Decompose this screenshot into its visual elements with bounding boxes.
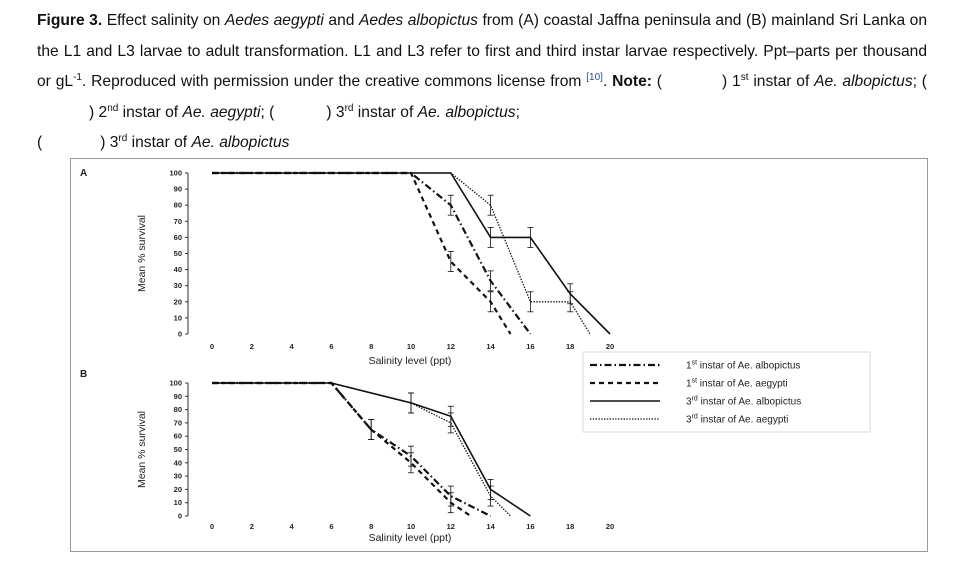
caption-text: instar of: [118, 103, 183, 121]
x-tick-label: 12: [446, 342, 455, 351]
caption-text: Effect salinity on: [102, 12, 225, 29]
caption-text: (: [37, 134, 43, 151]
figure-label: Figure 3.: [37, 12, 103, 29]
superscript: rd: [344, 102, 354, 114]
series-line-dotted: [212, 383, 511, 516]
y-tick-label: 80: [173, 405, 182, 415]
y-tick-label: 20: [173, 297, 182, 307]
x-tick-label: 6: [329, 342, 334, 351]
caption-text: ) 1: [722, 73, 741, 90]
y-tick-label: 30: [173, 281, 182, 291]
caption-text: instar of: [748, 73, 815, 90]
caption-text: ) 2: [89, 103, 108, 121]
legend-entry-label: 1st instar of Ae. aegypti: [686, 377, 788, 390]
y-tick-label: 90: [173, 391, 182, 401]
x-tick-label: 0: [209, 342, 215, 351]
caption-text: .: [602, 73, 613, 90]
y-tick-label: 40: [173, 458, 182, 468]
legend-entry-label: 1st instar of Ae. albopictus: [686, 359, 801, 372]
x-tick-label: 0: [209, 522, 215, 531]
x-tick-label: 18: [566, 522, 575, 531]
caption-text: from (A) coastal Jaffna peninsula and (B) mainland Sri Lanka on the L1 and L3 larvae to adult transformation. L1 and L3 refer to first and third instar larvae respectively. Ppt–parts per thousand or gL: [37, 12, 927, 90]
y-tick-label: 0: [177, 511, 182, 521]
y-tick-label: 80: [173, 200, 182, 210]
series-line-dotted: [212, 173, 590, 334]
species-name: Ae. albopictus: [417, 103, 516, 121]
caption-text: instar of: [353, 103, 418, 121]
superscript: st: [740, 71, 749, 83]
x-tick-label: 4: [289, 342, 294, 351]
y-tick-label: 20: [173, 484, 182, 494]
y-tick-label: 50: [173, 445, 182, 454]
species-name: Ae. albopictus: [814, 73, 913, 90]
y-axis-label: Mean % survival: [136, 214, 148, 293]
caption-text: ) 3: [326, 103, 345, 121]
x-tick-label: 16: [526, 342, 535, 351]
x-tick-label: 6: [329, 522, 334, 531]
y-tick-label: 70: [173, 418, 182, 428]
legend-entry-label: 3rd instar of Ae. aegypti: [686, 413, 789, 426]
panel-label: A: [80, 168, 88, 179]
chart-panel-b: [80, 369, 614, 544]
x-tick-label: 2: [249, 522, 254, 531]
series-line-solid: [212, 173, 610, 334]
x-tick-label: 20: [605, 522, 615, 531]
x-tick-label: 8: [369, 342, 374, 351]
y-tick-label: 50: [173, 249, 182, 258]
x-tick-label: 8: [369, 522, 374, 531]
species-name: Aedes aegypti: [224, 12, 324, 29]
series-line-dashdot: [212, 383, 491, 516]
x-tick-label: 10: [406, 522, 416, 531]
superscript: rd: [118, 132, 128, 144]
x-tick-label: 10: [406, 342, 416, 351]
x-tick-label: 12: [446, 522, 455, 531]
y-tick-label: 90: [173, 184, 182, 194]
x-tick-label: 14: [486, 522, 495, 531]
superscript: nd: [107, 102, 119, 114]
y-tick-label: 60: [173, 232, 182, 242]
x-tick-label: 4: [289, 522, 294, 531]
y-tick-label: 0: [177, 329, 182, 339]
y-axis-label: Mean % survival: [136, 410, 148, 489]
x-axis-label: Salinity level (ppt): [368, 355, 452, 367]
y-tick-label: 40: [173, 265, 182, 275]
y-tick-label: 60: [173, 431, 182, 441]
y-tick-label: 100: [169, 378, 182, 388]
x-tick-label: 16: [526, 522, 535, 531]
legend-entry-label: 3rd instar of Ae. albopictus: [686, 395, 802, 408]
species-name: Aedes albopictus: [358, 12, 478, 29]
reference-link[interactable]: [10]: [586, 71, 603, 83]
caption-text: instar of: [127, 134, 192, 151]
series-line-dashed: [212, 383, 471, 516]
series-line-dashdot: [212, 173, 530, 334]
caption-text: (: [651, 73, 662, 90]
chart-legend: [583, 352, 870, 432]
caption-text: and: [323, 12, 359, 29]
superscript: -1: [73, 71, 82, 83]
y-tick-label: 100: [169, 168, 182, 178]
species-name: Ae. aegypti: [182, 103, 261, 121]
x-tick-label: 2: [249, 342, 254, 351]
x-axis-label: Salinity level (ppt): [368, 532, 452, 544]
caption-text: ; (: [912, 73, 927, 90]
caption-text: ; (: [260, 103, 275, 121]
caption-text: ) 3: [100, 134, 119, 151]
x-tick-label: 20: [605, 342, 615, 351]
y-tick-label: 70: [173, 216, 182, 226]
x-tick-label: 14: [486, 342, 495, 351]
y-tick-label: 10: [173, 313, 182, 323]
note-label: Note:: [612, 73, 652, 90]
caption-text: ;: [515, 103, 520, 121]
panel-label: B: [80, 369, 88, 380]
y-tick-label: 10: [173, 498, 182, 508]
y-tick-label: 30: [173, 471, 182, 481]
x-tick-label: 18: [566, 342, 575, 351]
species-name: Ae. albopictus: [191, 134, 290, 151]
chart-panel-a: [80, 168, 614, 367]
series-line-solid: [212, 383, 530, 516]
caption-text: . Reproduced with permission under the creative commons license from: [81, 73, 587, 90]
